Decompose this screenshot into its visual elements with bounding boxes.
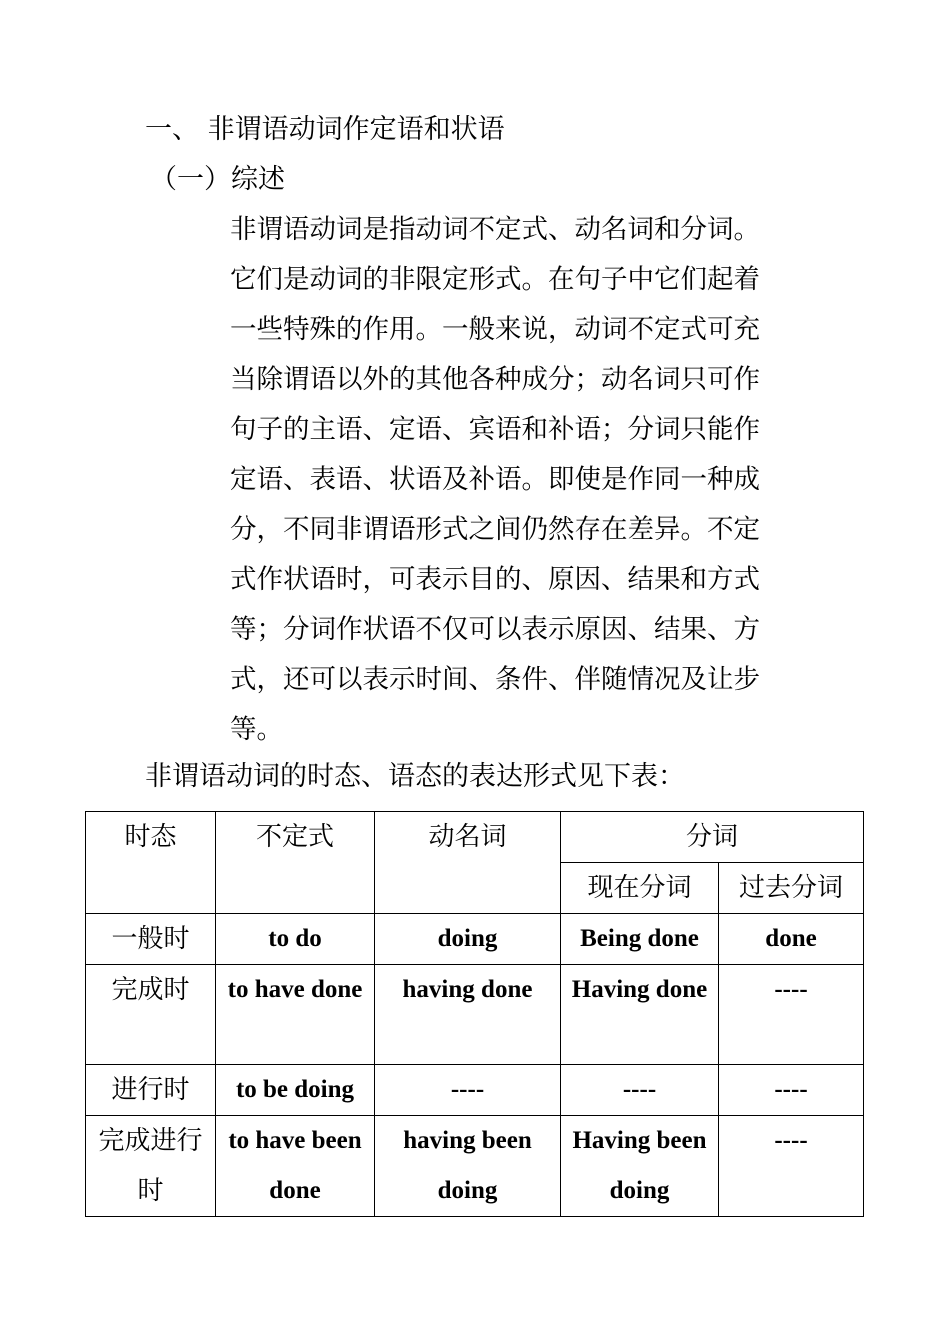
cell-gerund: doing — [375, 914, 561, 965]
table-row — [86, 1065, 864, 1116]
paragraph-line: 分，不同非谓语形式之间仍然存在差异。不定 — [230, 514, 760, 545]
cell-gerund: having been doing — [375, 1116, 561, 1217]
cell-present-participle: ---- — [561, 1065, 719, 1116]
table-row — [86, 965, 864, 1065]
cell-past-participle: ---- — [719, 965, 864, 1065]
cell-tense: 完成时 — [86, 965, 216, 1065]
header-past-participle: 过去分词 — [719, 863, 864, 914]
section-heading: 一、 非谓语动词作定语和状语 — [145, 114, 505, 145]
cell-present-participle: Being done — [561, 914, 719, 965]
paragraph-line: 式作状语时，可表示目的、原因、结果和方式 — [230, 564, 760, 595]
cell-past-participle: done — [719, 914, 864, 965]
table-row — [86, 914, 864, 965]
cell-present-participle: Having been doing — [561, 1116, 719, 1217]
overview-paragraph — [230, 205, 810, 755]
header-gerund: 动名词 — [375, 812, 561, 914]
cell-tense: 进行时 — [86, 1065, 216, 1116]
header-participle: 分词 — [561, 812, 864, 863]
tense-voice-table — [85, 811, 864, 1217]
paragraph-line: 非谓语动词是指动词不定式、动名词和分词。 — [230, 214, 760, 245]
cell-infinitive: to have been done — [216, 1116, 375, 1217]
header-present-participle: 现在分词 — [561, 863, 719, 914]
paragraph-line: 当除谓语以外的其他各种成分；动名词只可作 — [230, 364, 760, 395]
cell-gerund: having done — [375, 965, 561, 1065]
paragraph-line: 一些特殊的作用。一般来说，动词不定式可充 — [230, 314, 760, 345]
cell-past-participle: ---- — [719, 1116, 864, 1217]
paragraph-line: 它们是动词的非限定形式。在句子中它们起着 — [230, 264, 760, 295]
cell-infinitive: to be doing — [216, 1065, 375, 1116]
paragraph-line: 等；分词作状语不仅可以表示原因、结果、方 — [230, 614, 760, 645]
header-tense: 时态 — [86, 812, 216, 914]
cell-present-participle: Having done — [561, 965, 719, 1065]
cell-tense: 完成进行时 — [86, 1116, 216, 1217]
cell-gerund: ---- — [375, 1065, 561, 1116]
cell-infinitive: to do — [216, 914, 375, 965]
table-row — [86, 1116, 864, 1217]
paragraph-line: 等。 — [230, 714, 283, 745]
paragraph-line: 句子的主语、定语、宾语和补语；分词只能作 — [230, 414, 760, 445]
header-infinitive: 不定式 — [216, 812, 375, 914]
paragraph-line: 定语、表语、状语及补语。即使是作同一种成 — [230, 464, 760, 495]
cell-infinitive: to have done — [216, 965, 375, 1065]
table-intro: 非谓语动词的时态、语态的表达形式见下表： — [145, 761, 685, 792]
cell-past-participle: ---- — [719, 1065, 864, 1116]
cell-tense: 一般时 — [86, 914, 216, 965]
paragraph-line: 式，还可以表示时间、条件、伴随情况及让步 — [230, 664, 760, 695]
subsection-heading: （一）综述 — [150, 164, 285, 195]
